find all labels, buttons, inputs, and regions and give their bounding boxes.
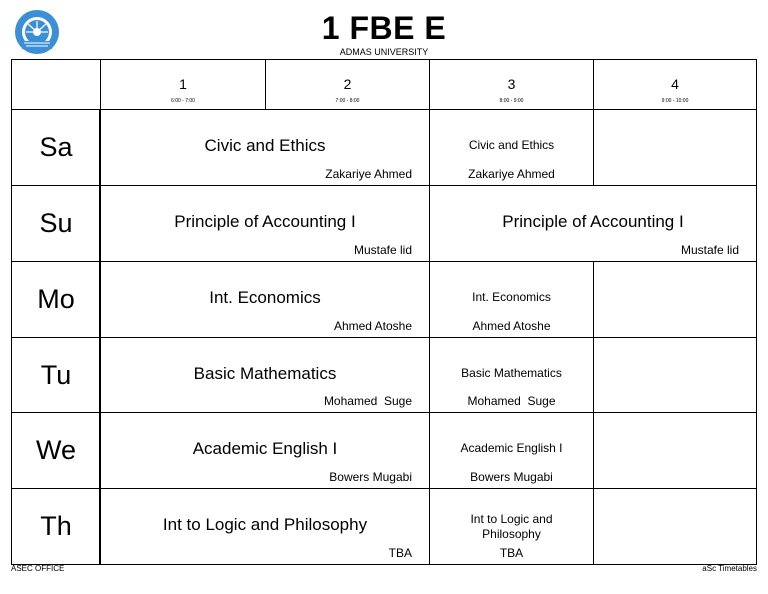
period-time: 8:00 - 9:00	[499, 98, 524, 104]
timetable-title: 1 FBE E	[321, 10, 447, 46]
lesson-teacher: Mustafe lid	[680, 243, 739, 257]
lesson-teacher: Mohamed Suge	[323, 394, 412, 408]
lesson-cell[interactable]	[429, 488, 594, 565]
period-number: 4	[671, 76, 679, 92]
lesson-teacher: Bowers Mugabi	[329, 470, 412, 484]
lesson-subject: Int to Logic and Philosophy	[162, 515, 368, 534]
lesson-teacher: Mohamed Suge	[467, 394, 556, 408]
lesson-cell[interactable]	[429, 109, 594, 186]
period-header-2	[265, 59, 430, 110]
lesson-cell[interactable]	[100, 109, 430, 186]
lesson-cell[interactable]	[100, 185, 430, 262]
period-number: 2	[343, 76, 352, 92]
empty-cell	[593, 488, 757, 565]
day-label-su: Su	[11, 185, 101, 262]
footer-right: aSc Timetables	[702, 564, 757, 573]
lesson-teacher: Ahmed Atoshe	[472, 319, 551, 333]
day-label-tu: Tu	[11, 337, 101, 413]
empty-cell	[593, 109, 757, 186]
lesson-cell[interactable]	[429, 261, 594, 338]
lesson-cell[interactable]	[100, 412, 430, 489]
lesson-teacher: Mustafe lid	[353, 243, 412, 257]
lesson-cell[interactable]	[429, 337, 594, 413]
footer-left: ASEC OFFICE	[11, 564, 65, 573]
lesson-cell[interactable]	[429, 185, 757, 262]
lesson-cell[interactable]	[429, 412, 594, 489]
day-column-divider	[99, 109, 101, 565]
empty-cell	[593, 337, 757, 413]
lesson-teacher: Zakariye Ahmed	[468, 167, 555, 181]
empty-cell	[593, 412, 757, 489]
lesson-teacher: TBA	[499, 546, 524, 560]
lesson-subject: Int to Logic and Philosophy	[470, 512, 553, 541]
lesson-subject: Academic English I	[192, 439, 338, 458]
lesson-subject: Int. Economics	[472, 290, 551, 304]
lesson-subject: Principle of Accounting I	[174, 212, 356, 231]
day-label-sa: Sa	[11, 109, 101, 186]
period-time: 7:00 - 8:00	[335, 98, 360, 104]
lesson-subject: Principle of Accounting I	[502, 212, 684, 231]
period-header-4	[593, 59, 757, 110]
lesson-cell[interactable]	[100, 337, 430, 413]
timetable-grid	[11, 59, 757, 565]
lesson-cell[interactable]	[100, 261, 430, 338]
lesson-subject: Civic and Ethics	[204, 136, 326, 155]
period-number: 1	[179, 76, 187, 92]
day-label-th: Th	[11, 488, 101, 565]
period-number: 3	[507, 76, 516, 92]
lesson-teacher: TBA	[388, 546, 412, 560]
period-header-1	[100, 59, 266, 110]
period-time: 6:00 - 7:00	[171, 98, 195, 104]
lesson-cell[interactable]	[100, 488, 430, 565]
lesson-subject: Basic Mathematics	[461, 366, 562, 380]
lesson-subject: Academic English I	[460, 441, 563, 455]
empty-cell	[593, 261, 757, 338]
period-header-3	[429, 59, 594, 110]
lesson-subject: Int. Economics	[209, 288, 321, 307]
lesson-teacher: Ahmed Atoshe	[333, 319, 412, 333]
lesson-teacher: Zakariye Ahmed	[325, 167, 412, 181]
lesson-teacher: Bowers Mugabi	[470, 470, 553, 484]
day-label-mo: Mo	[11, 261, 101, 338]
lesson-subject: Civic and Ethics	[468, 138, 555, 152]
day-label-we: We	[11, 412, 101, 489]
corner-cell	[11, 59, 101, 110]
period-time: 9:00 - 10:00	[661, 98, 689, 104]
university-name: ADMAS UNIVERSITY	[339, 47, 429, 57]
lesson-subject: Basic Mathematics	[193, 364, 337, 383]
